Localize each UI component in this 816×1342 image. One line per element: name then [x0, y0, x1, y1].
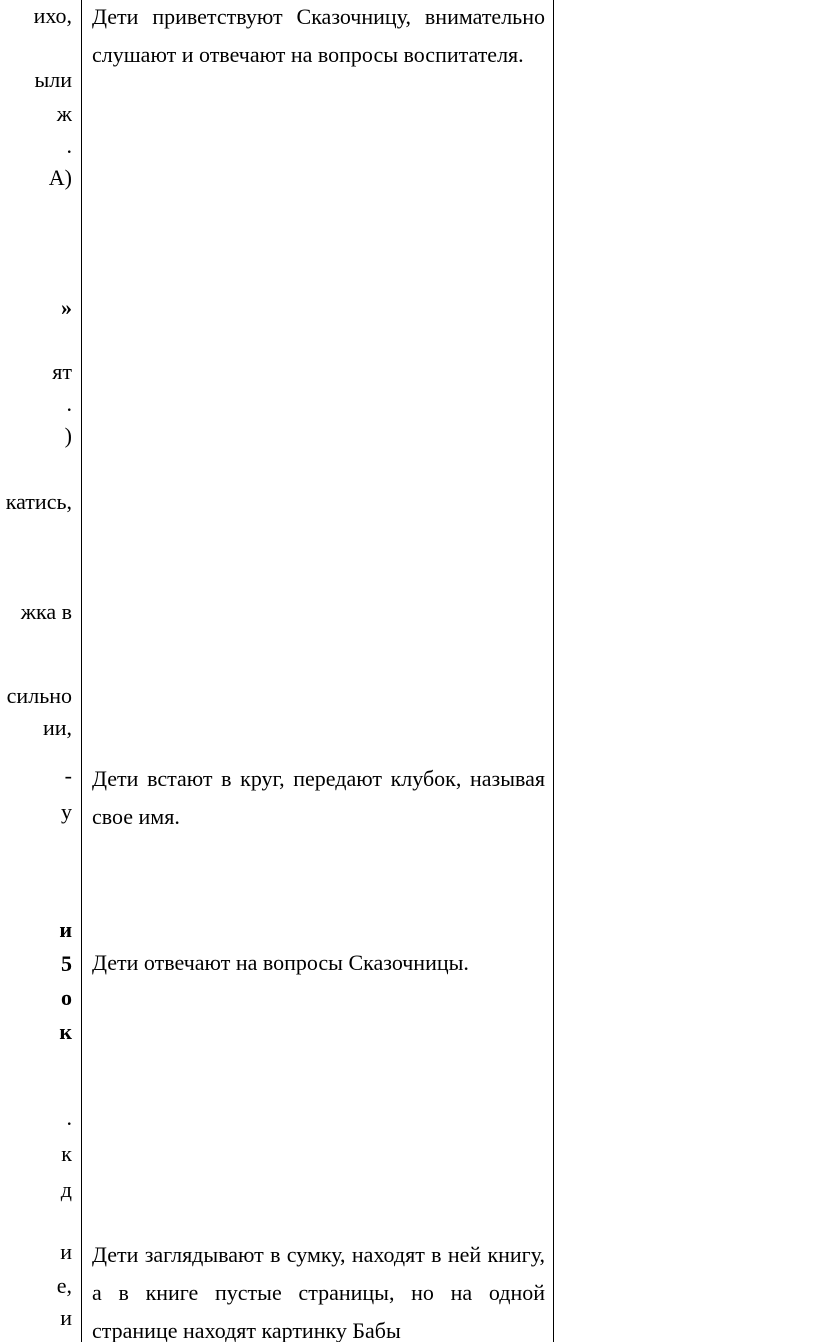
left-fragment: 5: [61, 951, 72, 976]
children-activity-cell: Дети отвечают на вопросы Сказочницы.: [92, 950, 469, 975]
left-fragment: .: [66, 391, 72, 416]
left-fragment: »: [61, 295, 72, 320]
left-fragment: ии,: [42, 715, 72, 740]
left-fragment: ихо,: [33, 3, 72, 28]
left-fragment: о: [61, 985, 72, 1010]
children-activity-cell: Дети встают в круг, передают клубок, называя свое имя.: [92, 766, 545, 829]
left-fragment: к: [61, 1141, 72, 1166]
left-fragment: е,: [56, 1273, 72, 1298]
left-fragment: ): [64, 423, 72, 448]
left-fragment: и: [60, 1305, 72, 1330]
left-fragment: ят: [52, 359, 72, 384]
left-fragment: ыли: [34, 67, 72, 92]
children-activity-cell: Дети заглядывают в сумку, находят в ней книгу, а в книге пустые страницы, но на одной странице находят картинку Бабы: [92, 1242, 545, 1342]
column-divider-right: [553, 0, 554, 1342]
left-fragment: сильно: [6, 683, 72, 708]
left-fragment: А): [48, 165, 72, 190]
children-activity-cell: Дети приветствуют Сказочницу, внимательно слушают и отвечают на вопросы воспитателя.: [92, 4, 545, 67]
left-fragment: и: [59, 917, 72, 942]
left-fragment: .: [66, 133, 72, 158]
left-fragment: и: [60, 1239, 72, 1264]
left-fragment: .: [66, 1105, 72, 1130]
left-fragment: ж: [56, 101, 72, 126]
left-fragment: катись,: [5, 489, 72, 514]
left-fragment: у: [61, 799, 72, 824]
left-fragment: жка в: [20, 599, 72, 624]
left-fragment: д: [60, 1177, 72, 1202]
column-divider-left: [81, 0, 82, 1342]
left-fragment: к: [59, 1019, 72, 1044]
left-fragment: -: [64, 763, 72, 788]
